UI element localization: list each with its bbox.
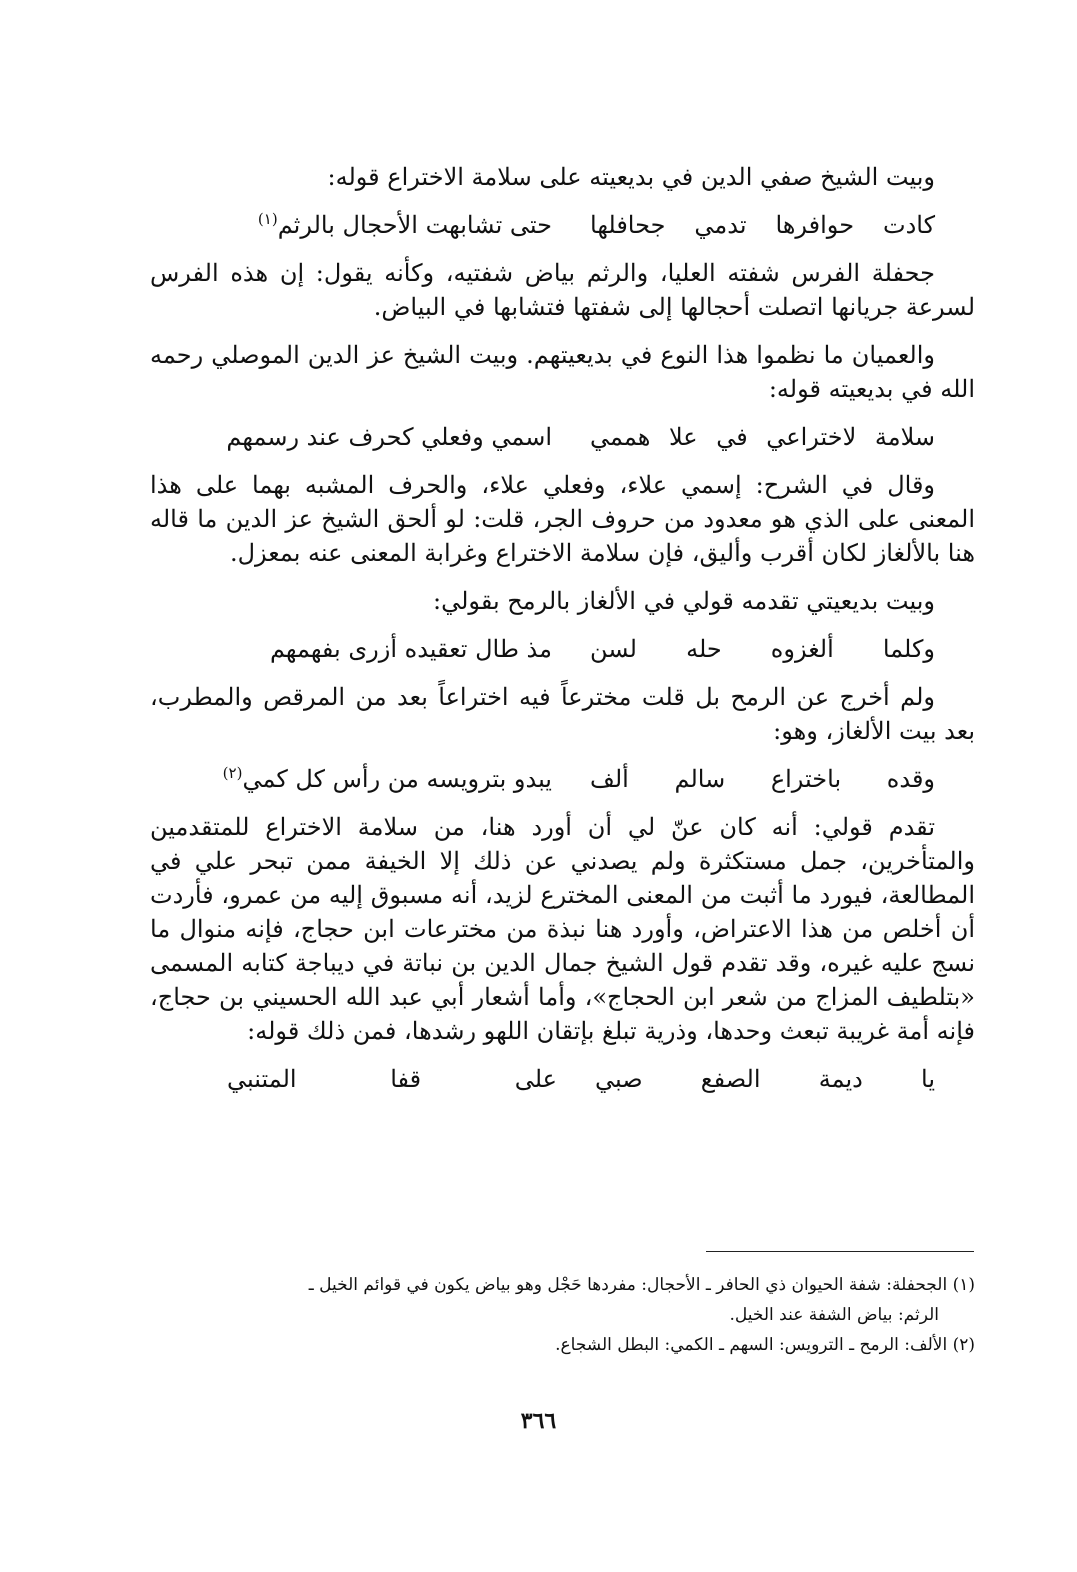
footnotes [150, 1270, 975, 1360]
paragraph: وقال في الشرح: إسمي علاء، وفعلي علاء، والحرف المشبه بهما على هذا المعنى على الذي هو معدود من حروف الجر، قلت: لو ألحق الشيخ عز الدين ما قاله هنا بالألغاز لكان أقرب وأليق، فإن سلامة الاختراع وغرابة المعنى عنه بمعزل. [150, 471, 975, 567]
paragraph: جحفلة الفرس شفته العليا، والرثم بياض شفتيه، وكأنه يقول: إن هذه الفرس لسرعة جريانها اتصلت أحجالها إلى شفتها فتشابها في البياض. [150, 259, 975, 321]
footnote-marker[interactable]: (١) [257, 210, 278, 228]
verse-hemistich-second: على قفا المتنبي [227, 1065, 557, 1093]
verse-hemistich-first: يا ديمة الصفع صبي [595, 1065, 935, 1093]
paragraph: وبيت الشيخ صفي الدين في بديعيته على سلامة الاختراع قوله: [327, 163, 935, 191]
page-number: ٣٦٦ [520, 1408, 557, 1434]
footnote-marker[interactable]: (٢) [222, 764, 243, 782]
verse-hemistich-text: يبدو بترويسه من رأس كل كمي [242, 765, 552, 793]
verse-hemistich-text: حتى تشابهت الأحجال بالرثم [277, 211, 552, 239]
verse-hemistich-second: اسمي وفعلي كحرف عند رسمهم [226, 423, 552, 451]
footnote-item: (٢) الألف: الرمح ـ الترويس: السهم ـ الكمي: البطل الشجاع. [555, 1335, 975, 1355]
footnote-continuation: الرثم: بياض الشفة عند الخيل. [729, 1305, 939, 1325]
paragraph: تقدم قولي: أنه كان عنّ لي أن أورد هنا، من سلامة الاختراع للمتقدمين والمتأخرين، جمل مستكثرة ولم يصدني عن ذلك إلا الخيفة ممن تبحر علي في المطالعة، فيورد ما أثبت من المعنى المخترع لزيد، أنه مسبوق إليه من عمرو، فأردت أن أخلص من هذا الاعتراض، وأورد هنا نبذة من مخترعات ابن حجاج، فإنه منوال ما نسج عليه غيره، وقد تقدم قول الشيخ جمال الدين بن نباتة في ديباجة كتابه المسمى «بتلطيف المزاج من شعر ابن الحجاج»، وأما أشعار أبي عبد الله الحسيني بن حجاج، فإنه أمة غريبة تبعث وحدها، وذرية تبلغ بإتقان اللهو رشدها، فمن ذلك قوله: [150, 813, 975, 1045]
verse-hemistich-first: كادت حوافرها تدمي جحافلها [590, 211, 935, 239]
verse-line [150, 420, 975, 454]
verse-line [150, 1062, 975, 1096]
verse-hemistich-first: وقده باختراع سالم ألف [590, 765, 935, 793]
footnote-separator [706, 1251, 974, 1252]
verse-line [150, 208, 975, 242]
verse-line [150, 762, 975, 796]
paragraph: ولم أخرج عن الرمح بل قلت مخترعاً فيه اختراعاً بعد من المرقص والمطرب، بعد بيت الألغاز، وهو: [150, 683, 975, 745]
verse-hemistich-first: وكلما ألغزوه حله لسن [590, 635, 935, 663]
verse-line [150, 632, 975, 666]
verse-hemistich-second [223, 762, 552, 796]
paragraph: وبيت بديعيتي تقدمه قولي في الألغاز بالرمح بقولي: [433, 587, 935, 615]
paragraph: والعميان ما نظموا هذا النوع في بديعيتهم. وبيت الشيخ عز الدين الموصلي رحمه الله في بديعيته قوله: [150, 341, 975, 403]
footnote-item: (١) الجحفلة: شفة الحيوان ذي الحافر ـ الأحجال: مفردها حَجْل وهو بياض يكون في قوائم الخيل ـ [308, 1275, 975, 1295]
verse-hemistich-first: سلامة لاختراعي في علا هممي [590, 423, 935, 451]
page-body [150, 160, 975, 1110]
verse-hemistich-second: مذ طال تعقيده أزرى بفهمهم [269, 635, 552, 663]
verse-hemistich-second [258, 208, 552, 242]
